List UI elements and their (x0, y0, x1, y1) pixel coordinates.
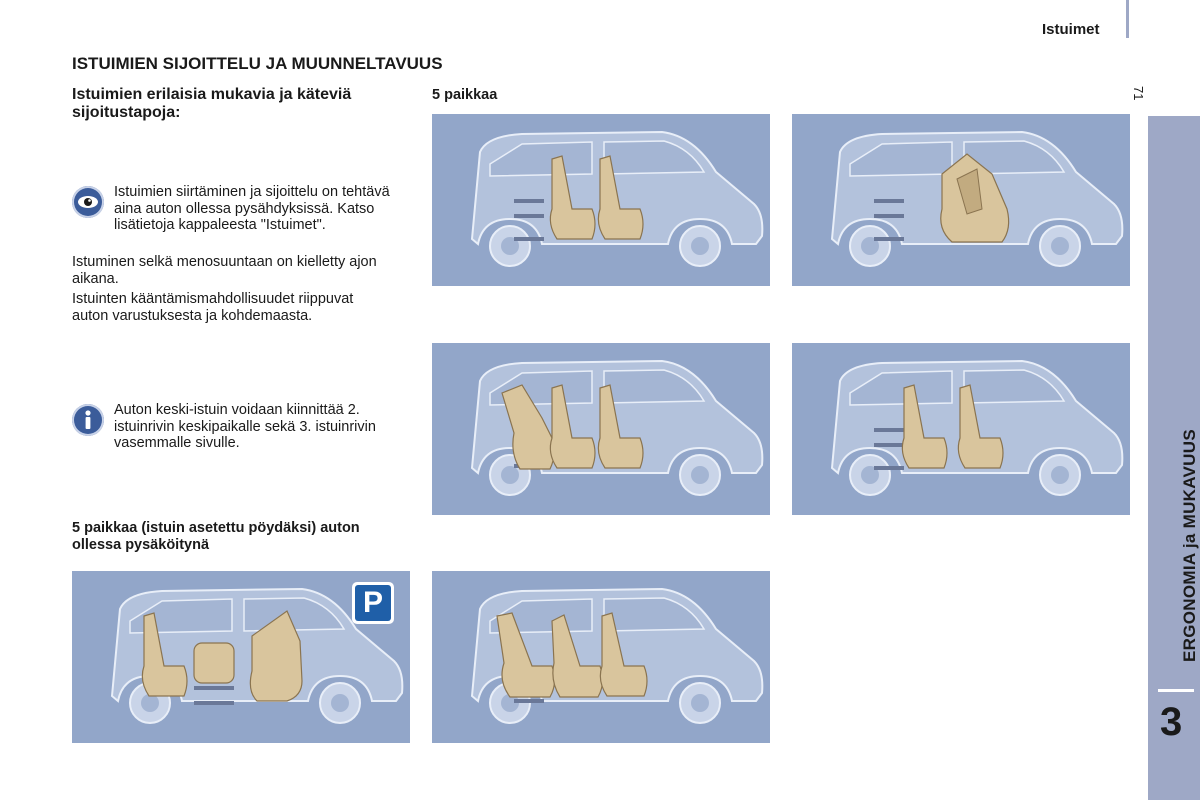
van-illustration-5 (432, 571, 770, 743)
page-number: 71 (1131, 86, 1146, 101)
note-info (72, 402, 402, 452)
van-illustration-3 (432, 343, 770, 515)
note-eye (72, 184, 402, 234)
note-info-text: Auton keski-istuin voidaan kiinnittää 2. istuinrivin keskipaikalle sekä 3. istuinrivin vasemmalle sivulle. (114, 402, 376, 451)
parking-sign-letter: P (355, 585, 391, 621)
paragraph-backward-seating: Istuminen selkä menosuuntaan on kielletty ajon aikana. (72, 254, 377, 287)
side-divider (1158, 689, 1194, 692)
header-rule (1126, 0, 1129, 38)
eye-icon (72, 186, 104, 218)
parking-sign-icon (352, 582, 394, 624)
info-icon (72, 404, 104, 436)
subtitle: Istuimien erilaisia mukavia ja käteviä sijoitustapoja: (72, 86, 352, 121)
van-illustration-4 (792, 343, 1130, 515)
chapter-number: 3 (1160, 700, 1183, 744)
van-illustration-1 (432, 114, 770, 286)
paragraph-rotation: Istuinten kääntämismahdollisuudet riippuvat auton varustuksesta ja kohdemaasta. (72, 291, 354, 324)
section-title: ISTUIMIEN SIJOITTELU JA MUUNNELTAVUUS (72, 54, 443, 73)
chapter-side-tab (1148, 116, 1200, 800)
chapter-side-label: ERGONOMIA ja MUKAVUUS (1180, 429, 1199, 662)
van-illustration-2 (792, 114, 1130, 286)
label-table-configuration: 5 paikkaa (istuin asetettu pöydäksi) auton ollessa pysäköitynä (72, 520, 360, 553)
note-eye-text: Istuimien siirtäminen ja sijoittelu on tehtävä aina auton ollessa pysähdyksissä. Katso lisätietoja kappaleesta "Istuimet". (114, 184, 390, 233)
label-5-seats: 5 paikkaa (432, 87, 498, 103)
header-title: Istuimet (1042, 21, 1100, 38)
